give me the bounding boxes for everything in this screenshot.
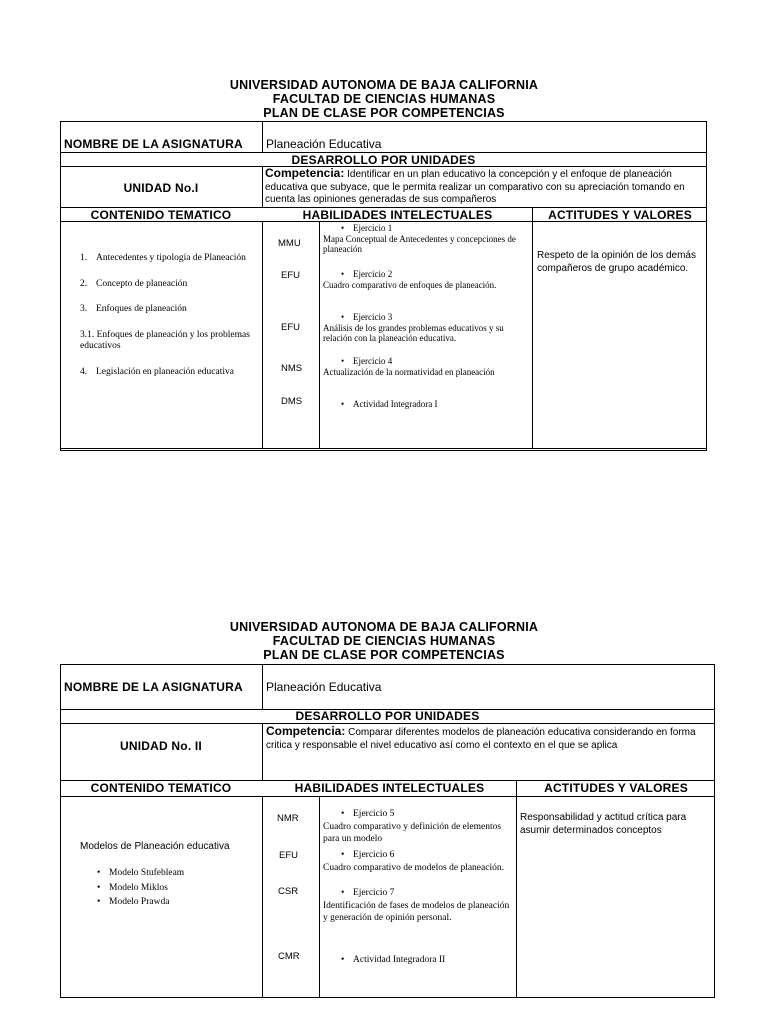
competence-text: Identificar en un plan educativo la concepción y el enfoque de planeación educativa que subyace, que le permita realizar un comparativo con su apreciación tomando en cuenta las opiniones generadas de sus compañeros [265,169,685,205]
code: NMS [281,363,303,374]
skills-header: HABILIDADES INTELECTUALES [294,781,485,795]
code: NMR [277,813,299,824]
code: DMS [281,396,303,407]
unit-label: UNIDAD No. II [120,739,202,753]
development-label: DESARROLLO POR UNIDADES [295,709,480,723]
university-title: UNIVERSIDAD AUTONOMA DE BAJA CALIFORNIA [229,620,539,634]
content-header: CONTENIDO TEMATICO [90,208,232,222]
subject-value: Planeación Educativa [266,680,382,694]
exercise: • Ejercicio 2 Cuadro comparativo de enfoques de planeación. [323,269,530,290]
competence-cell [266,725,712,752]
models-list [80,866,258,910]
attitudes-header: ACTITUDES Y VALORES [544,781,688,795]
content-list [80,253,258,378]
competence-label: Competencia: [265,167,345,180]
exercise: • Ejercicio 6 Cuadro comparativo de modelos de planeación. [323,849,513,874]
list-item: • Modelo Miklos [80,881,258,896]
code: MMU [278,238,301,249]
list-item: 1. Antecedentes y tipología de Planeación [80,253,246,263]
content-title: Modelos de Planeación educativa [80,841,230,852]
plan-title: PLAN DE CLASE POR COMPETENCIAS [263,648,505,662]
list-item: • Modelo Prawda [80,895,258,910]
subject-label: NOMBRE DE LA ASIGNATURA [64,137,243,151]
attitudes-header: ACTITUDES Y VALORES [548,208,692,222]
code: CMR [278,951,300,962]
exercise: • Ejercicio 3 Análisis de los grandes problemas educativos y su relación con la planeación educativa. [323,312,530,344]
code: EFU [281,322,300,333]
exercise: • Ejercicio 4 Actualización de la normatividad en planeación [323,356,530,377]
exercise: • Actividad Integradora II [323,954,513,967]
attitudes-text: Respeto de la opinión de los demás compañeros de grupo académico. [537,250,696,274]
competence-label: Competencia: [266,724,346,738]
skills-header: HABILIDADES INTELECTUALES [302,208,493,222]
faculty-title: FACULTAD DE CIENCIAS HUMANAS [272,634,496,648]
subject-value: Planeación Educativa [266,137,382,151]
exercise: • Ejercicio 1 Mapa Conceptual de Antecedentes y concepciones de planeación [323,223,530,255]
content-header: CONTENIDO TEMATICO [90,781,232,795]
list-item: 3.1. Enfoques de planeación y los problemas educativos [80,329,250,351]
competence-text: Comparar diferentes modelos de planeación educativa considerando en forma critica y responsable el nivel educativo así como el contexto en el que se aplica [266,727,696,751]
exercise: • Ejercicio 7 Identificación de fases de modelos de planeación y generación de opinión personal. [323,887,513,925]
plan-title: PLAN DE CLASE POR COMPETENCIAS [263,106,505,120]
list-item: • Modelo Stufebleam [80,866,258,881]
list-item: 2. Concepto de planeación [80,278,188,289]
exercise: • Actividad Integradora I [323,399,530,410]
subject-label: NOMBRE DE LA ASIGNATURA [64,680,243,694]
list-item: 4. Legislación en planeación educativa [80,366,234,377]
attitudes-text: Responsabilidad y actitud crítica para asumir determinados conceptos [520,812,687,836]
list-item: 3. Enfoques de planeación [80,304,187,314]
faculty-title: FACULTAD DE CIENCIAS HUMANAS [272,92,496,106]
code: CSR [278,886,299,897]
code: EFU [279,850,298,861]
code: EFU [281,270,300,281]
unit-label: UNIDAD No.I [123,181,199,195]
exercise: • Ejercicio 5 Cuadro comparativo y definición de elementos para un modelo [323,808,513,846]
competence-cell [265,167,705,206]
development-label: DESARROLLO POR UNIDADES [291,153,476,167]
university-title: UNIVERSIDAD AUTONOMA DE BAJA CALIFORNIA [229,78,539,92]
